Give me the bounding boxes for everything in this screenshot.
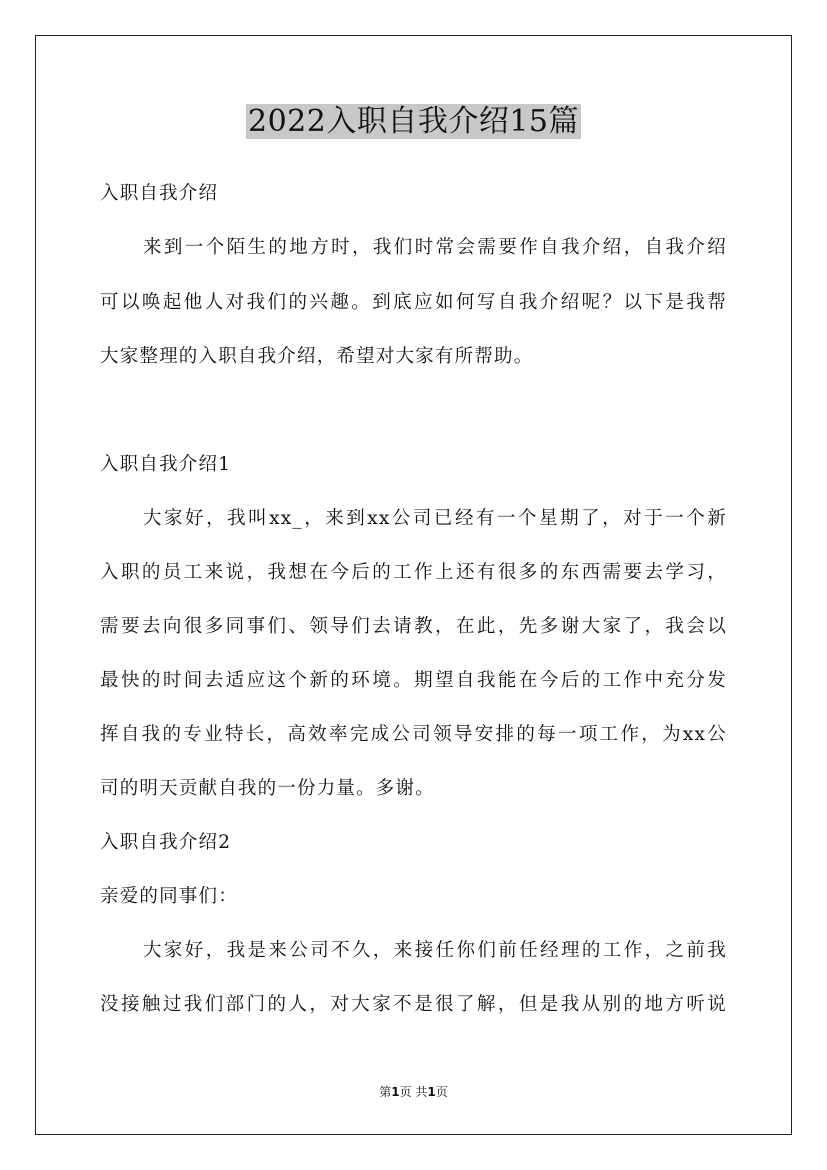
paragraph-line: 没接触过我们部门的人，对大家不是很了解，但是我从别的地方听说 <box>100 994 727 1015</box>
paragraph-line: 挥自我的专业特长，高效率完成公司领导安排的每一项工作，为xx公 <box>100 724 727 745</box>
footer-prefix: 第 <box>379 1085 392 1099</box>
paragraph-line: 可以唤起他人对我们的兴趣。到底应如何写自我介绍呢？以下是我帮 <box>100 292 727 313</box>
section-heading: 入职自我介绍 <box>100 183 219 204</box>
page-footer <box>0 1083 827 1100</box>
footer-page-number: 1 <box>391 1085 400 1099</box>
section-heading: 入职自我介绍1 <box>100 454 232 475</box>
paragraph-line: 最快的时间去适应这个新的环境。期望自我能在今后的工作中充分发 <box>100 670 727 691</box>
paragraph-line: 大家好，我是来公司不久，来接任你们前任经理的工作，之前我 <box>143 940 727 961</box>
section-heading: 入职自我介绍2 <box>100 832 232 853</box>
footer-page-total: 1 <box>427 1085 436 1099</box>
paragraph-line: 需要去向很多同事们、领导们去请教，在此，先多谢大家了，我会以 <box>100 616 727 637</box>
footer-mid: 页 共 <box>399 1085 428 1099</box>
paragraph-line: 入职的员工来说，我想在今后的工作上还有很多的东西需要去学习， <box>100 562 727 583</box>
paragraph-line: 司的明天贡献自我的一份力量。多谢。 <box>100 778 435 799</box>
paragraph-line: 大家整理的入职自我介绍，希望对大家有所帮助。 <box>100 346 534 367</box>
document-title-container <box>0 102 827 142</box>
salutation-line: 亲爱的同事们： <box>100 886 238 907</box>
paragraph-line: 大家好，我叫xx_，来到xx公司已经有一个星期了，对于一个新 <box>143 508 727 529</box>
document-title: 2022入职自我介绍15篇 <box>247 104 580 139</box>
footer-suffix: 页 <box>435 1085 448 1099</box>
paragraph-line: 来到一个陌生的地方时，我们时常会需要作自我介绍，自我介绍 <box>143 237 727 258</box>
